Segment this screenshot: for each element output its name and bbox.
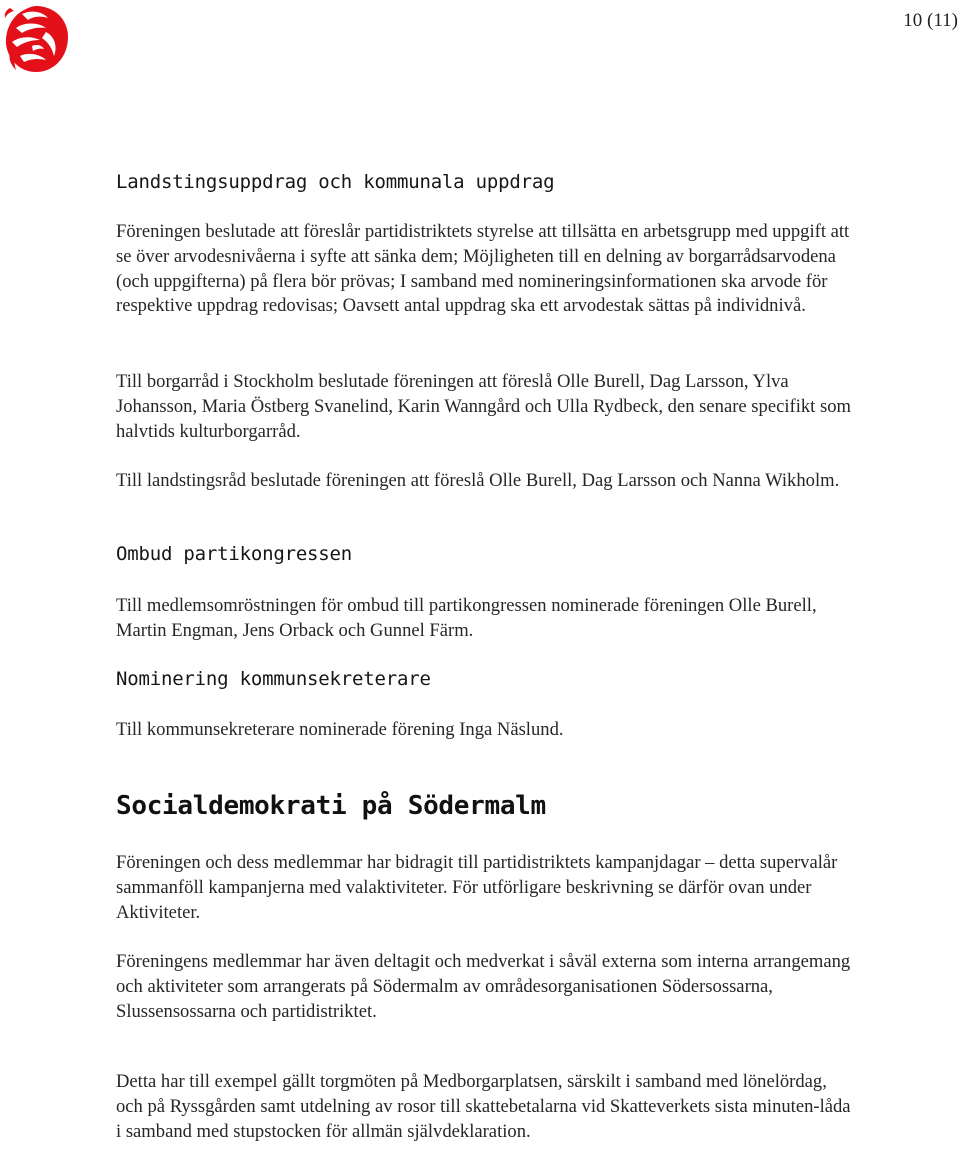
paragraph-torgmoten: Detta har till exempel gällt torgmöten på Medborgarplatsen, särskilt i samband med lönelördag, och på Ryssgården samt utdelning av rosor till skattebetalarna vid Skatteverkets sista minuten-låda i samband med stupstocken för allmän självdeklaration. [116,1071,851,1142]
heading-nominering: Nominering kommunsekreterare [116,668,431,690]
paragraph-ombud: Till medlemsomröstningen för ombud till partikongressen nominerade föreningen Olle Burell, Martin Engman, Jens Orback och Gunnel Färm. [116,595,817,641]
heading-socialdemokrati: Socialdemokrati på Södermalm [116,791,546,821]
paragraph-kampanjdagar: Föreningen och dess medlemmar har bidragit till partidistriktets kampanjdagar – detta supervalår sammanföll kampanjerna med valaktiviteter. För utförligare beskrivning se därför ovan under Aktiviteter. [116,852,838,923]
paragraph-arvoden: Föreningen beslutade att föreslår partidistriktets styrelse att tillsätta en arbetsgrupp med uppgift att se över arvodesnivåerna i syfte att sänka dem; Möjligheten till en delning av borgarrådsarvodena (och uppgifterna) på flera bör prövas; I samband med nomineringsinformationen ska arvode för respektive uppdrag redovisas; Oavsett antal uppdrag ska ett arvodestak sättas på individnivå. [116,221,850,317]
paragraph-nominering: Till kommunsekreterare nominerade förening Inga Näslund. [116,719,564,740]
paragraph-landstingsrad: Till landstingsråd beslutade föreningen att föreslå Olle Burell, Dag Larsson och Nanna Wikholm. [116,470,840,491]
rose-fist-icon [2,2,70,76]
paragraph-medlemmar: Föreningens medlemmar har även deltagit och medverkat i såväl externa som interna arrangemang och aktiviteter som arrangerats på Södermalm av områdesorganisationen Södersossarna, Slussensossarna och partidistriktet. [116,951,851,1022]
paragraph-borgarrad: Till borgarråd i Stockholm beslutade föreningen att föreslå Olle Burell, Dag Larsson, Ylva Johansson, Maria Östberg Svanelind, Karin Wanngård och Ulla Rydbeck, den senare specifikt som halvtids kulturborgarråd. [116,371,851,442]
page-number: 10 (11) [903,10,958,31]
heading-landstingsuppdrag: Landstingsuppdrag och kommunala uppdrag [116,171,555,193]
heading-ombud: Ombud partikongressen [116,543,353,565]
